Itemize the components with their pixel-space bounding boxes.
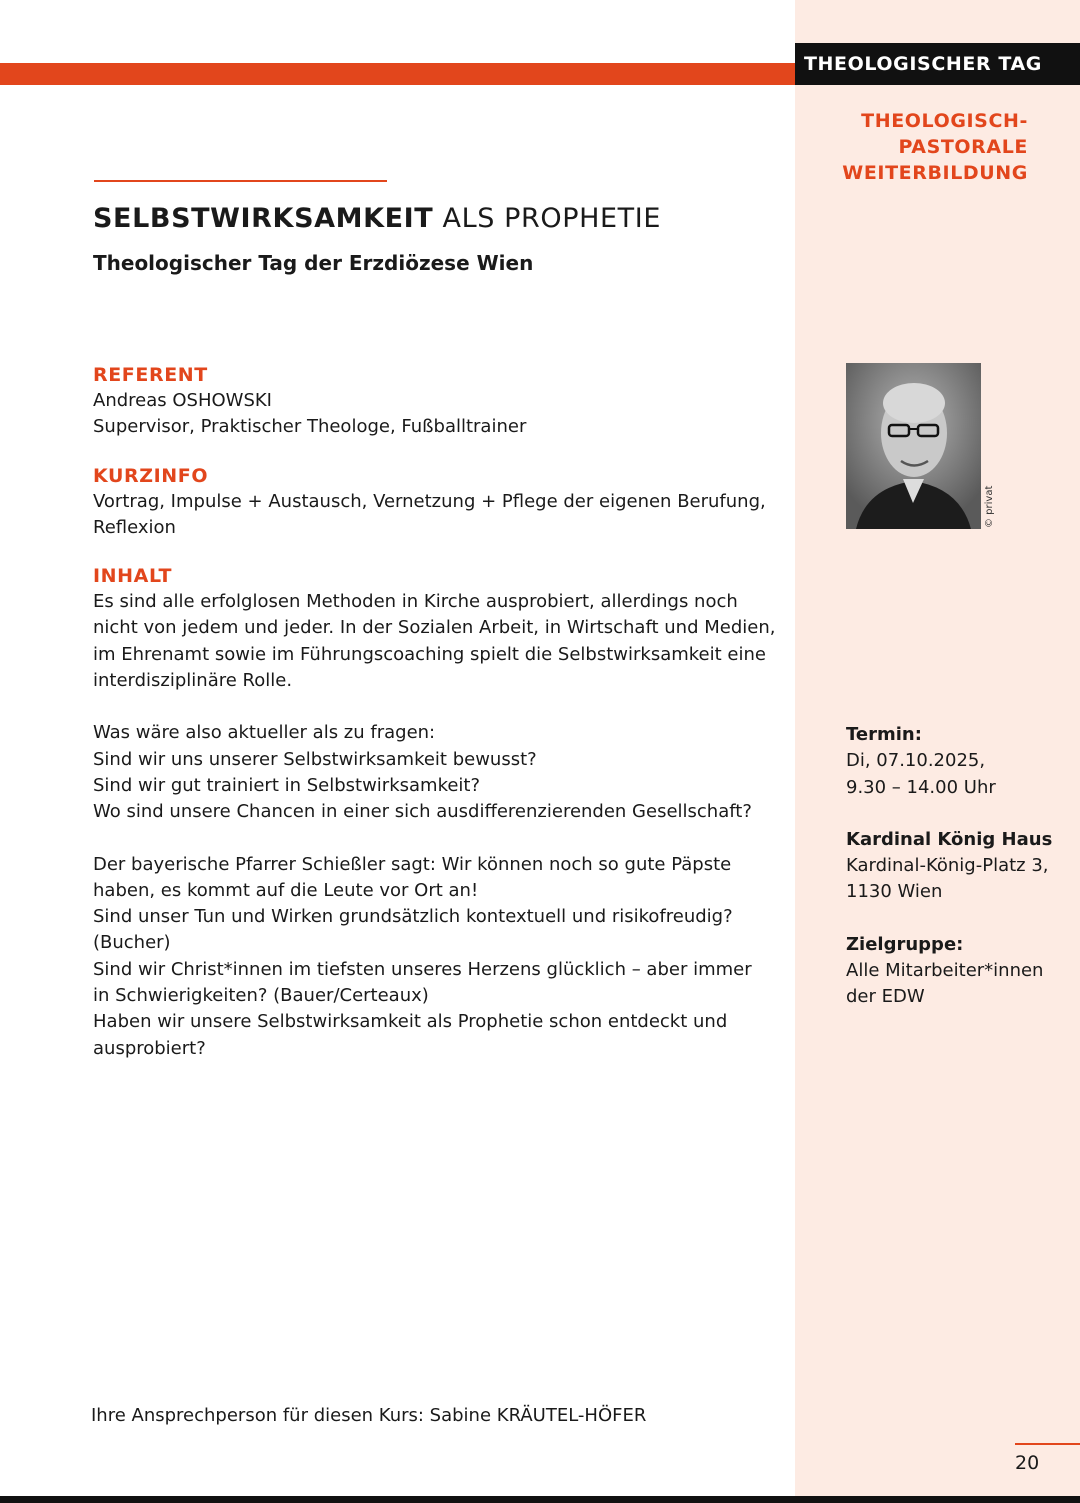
bottom-bar [0, 1496, 1080, 1503]
termin-time: 9.30 – 14.00 Uhr [846, 776, 996, 798]
contact-person: Ihre Ansprechperson für diesen Kurs: Sabine KRÄUTEL-HÖFER [91, 1405, 647, 1426]
series-tab: THEOLOGISCHER TAG [795, 43, 1080, 85]
title-bold: SELBSTWIRKSAMKEIT [93, 203, 434, 234]
category-line: THEOLOGISCH- [861, 110, 1028, 132]
inhalt-line: in Schwierigkeiten? (Bauer/Certeaux) [93, 985, 429, 1007]
audience-line: der EDW [846, 986, 925, 1008]
inhalt-line: Sind unser Tun und Wirken grundsätzlich kontextuell und risikofreudig? [93, 906, 733, 928]
main-content [93, 362, 783, 1062]
kurzinfo-section [93, 463, 783, 542]
inhalt-paragraph [93, 589, 783, 694]
page-subtitle: Theologischer Tag der Erzdiözese Wien [93, 251, 534, 275]
inhalt-line: nicht von jedem und jeder. In der Sozialen Arbeit, in Wirtschaft und Medien, [93, 617, 776, 639]
referent-heading: REFERENT [93, 364, 208, 386]
title-rule [94, 180, 387, 182]
inhalt-line: Der bayerische Pfarrer Schießler sagt: Wir können noch so gute Päpste [93, 853, 732, 875]
speaker-portrait [846, 363, 981, 529]
inhalt-paragraph [93, 852, 783, 1062]
paragraph-gap [93, 694, 783, 720]
inhalt-line: (Bucher) [93, 932, 171, 954]
referent-role: Supervisor, Praktischer Theologe, Fußballtrainer [93, 416, 527, 438]
category-line: WEITERBILDUNG [842, 162, 1028, 184]
inhalt-line: Es sind alle erfolglosen Methoden in Kirche ausprobiert, allerdings noch [93, 591, 738, 613]
inhalt-line: Wo sind unsere Chancen in einer sich ausdifferenzierenden Gesellschaft? [93, 801, 752, 823]
inhalt-line: Haben wir unsere Selbstwirksamkeit als Prophetie schon entdeckt und [93, 1011, 728, 1033]
event-info [846, 722, 1066, 1037]
title-light: ALS PROPHETIE [433, 203, 661, 234]
location-label: Kardinal König Haus [846, 828, 1053, 850]
kurzinfo-line: Vortrag, Impulse + Austausch, Vernetzung + Pflege der eigenen Berufung, [93, 490, 766, 512]
page-title [93, 203, 661, 234]
paragraph-gap [93, 826, 783, 852]
inhalt-line: Sind wir uns unserer Selbstwirksamkeit bewusst? [93, 748, 537, 770]
page-number-rule [1015, 1443, 1080, 1445]
location-group [846, 827, 1066, 906]
inhalt-line: Was wäre also aktueller als zu fragen: [93, 722, 436, 744]
inhalt-heading: INHALT [93, 565, 173, 588]
location-street: Kardinal-König-Platz 3, [846, 855, 1049, 877]
location-city: 1130 Wien [846, 881, 943, 903]
category-line: PASTORALE [898, 136, 1028, 158]
inhalt-line: im Ehrenamt sowie im Führungscoaching spielt die Selbstwirksamkeit eine [93, 643, 766, 665]
portrait-illustration [846, 363, 981, 529]
inhalt-line: Sind wir Christ*innen im tiefsten unseres Herzens glücklich – aber immer [93, 958, 752, 980]
inhalt-section [93, 563, 783, 1062]
referent-section [93, 362, 783, 441]
kurzinfo-heading: KURZINFO [93, 464, 209, 487]
inhalt-paragraph [93, 720, 783, 825]
audience-group [846, 932, 1066, 1011]
category-label [842, 108, 1028, 186]
inhalt-line: haben, es kommt auf die Leute vor Ort an! [93, 879, 479, 901]
inhalt-line: interdisziplinäre Rolle. [93, 670, 293, 692]
referent-name: Andreas OSHOWSKI [93, 390, 272, 411]
header-band [0, 63, 795, 85]
audience-label: Zielgruppe: [846, 933, 964, 955]
termin-group [846, 722, 1066, 801]
audience-line: Alle Mitarbeiter*innen [846, 960, 1044, 982]
termin-label: Termin: [846, 724, 922, 745]
page-number: 20 [1015, 1452, 1040, 1474]
photo-credit: © privat [984, 485, 995, 528]
inhalt-line: ausprobiert? [93, 1037, 206, 1059]
kurzinfo-line: Reflexion [93, 516, 176, 538]
termin-date: Di, 07.10.2025, [846, 750, 986, 772]
inhalt-line: Sind wir gut trainiert in Selbstwirksamkeit? [93, 774, 481, 796]
